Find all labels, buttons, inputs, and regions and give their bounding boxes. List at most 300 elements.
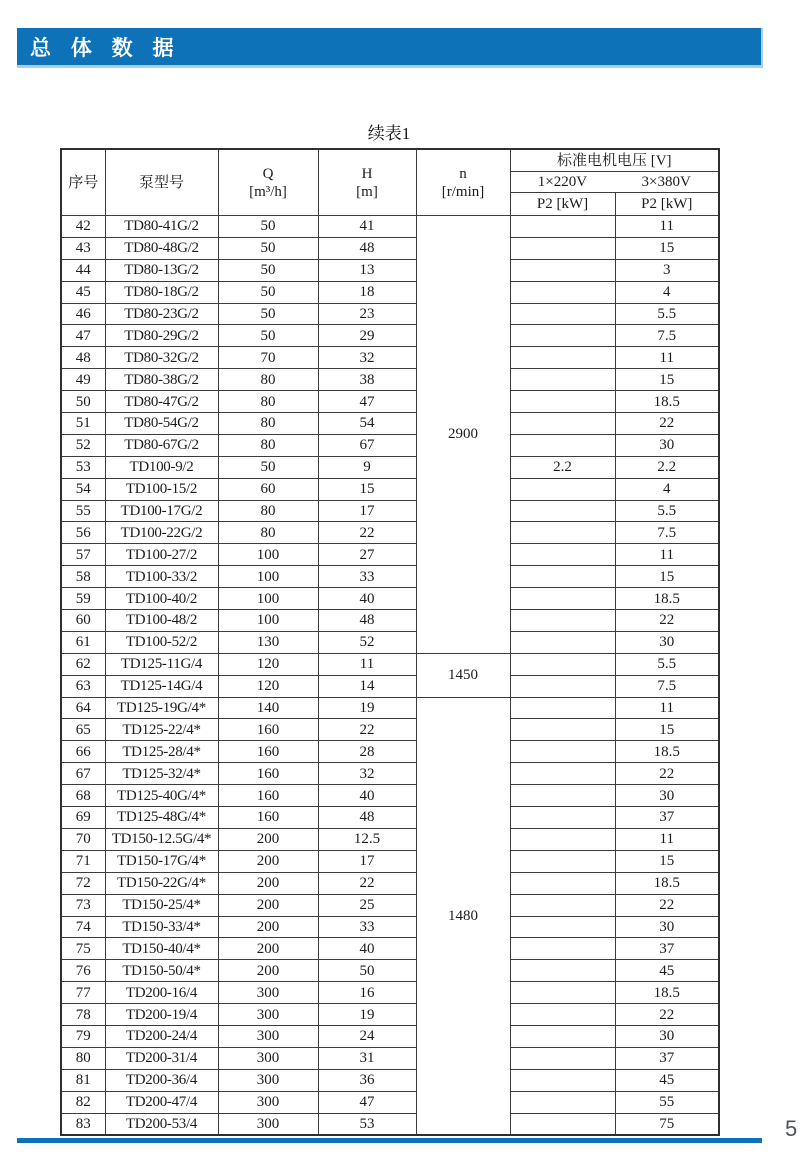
cell-q: 130 xyxy=(218,631,318,653)
cell-h: 19 xyxy=(318,697,416,719)
cell-q: 50 xyxy=(218,325,318,347)
table-row xyxy=(61,850,719,872)
cell-seq: 76 xyxy=(61,960,105,982)
voltage-group-header: 标准电机电压 [V] xyxy=(510,149,719,172)
cell-model: TD200-36/4 xyxy=(105,1069,218,1091)
cell-p380: 15 xyxy=(615,237,719,259)
cell-seq: 75 xyxy=(61,938,105,960)
cell-h: 40 xyxy=(318,938,416,960)
cell-model: TD200-53/4 xyxy=(105,1113,218,1135)
table-row xyxy=(61,216,719,238)
table-row xyxy=(61,456,719,478)
table-row xyxy=(61,325,719,347)
table-row xyxy=(61,347,719,369)
cell-model: TD80-29G/2 xyxy=(105,325,218,347)
cell-seq: 50 xyxy=(61,391,105,413)
table-row xyxy=(61,938,719,960)
cell-p220 xyxy=(510,916,615,938)
cell-q: 200 xyxy=(218,938,318,960)
cell-p380: 37 xyxy=(615,807,719,829)
cell-p380: 5.5 xyxy=(615,303,719,325)
col-header-flow xyxy=(218,149,318,216)
voltage-220-label: 1×220V xyxy=(537,174,588,190)
section-header-bar xyxy=(17,28,763,68)
table-row xyxy=(61,413,719,435)
cell-seq: 60 xyxy=(61,610,105,632)
table-row xyxy=(61,303,719,325)
cell-seq: 49 xyxy=(61,369,105,391)
cell-h: 13 xyxy=(318,259,416,281)
cell-model: TD100-22G/2 xyxy=(105,522,218,544)
cell-seq: 80 xyxy=(61,1047,105,1069)
cell-p220 xyxy=(510,785,615,807)
cell-seq: 66 xyxy=(61,741,105,763)
flow-unit: [m³/h] xyxy=(249,183,287,200)
cell-h: 22 xyxy=(318,872,416,894)
cell-model: TD150-12.5G/4* xyxy=(105,828,218,850)
cell-model: TD150-33/4* xyxy=(105,916,218,938)
cell-h: 18 xyxy=(318,281,416,303)
cell-p380: 22 xyxy=(615,763,719,785)
cell-h: 16 xyxy=(318,982,416,1004)
cell-model: TD80-23G/2 xyxy=(105,303,218,325)
cell-q: 300 xyxy=(218,1004,318,1026)
cell-h: 12.5 xyxy=(318,828,416,850)
page-number: 5 xyxy=(785,1116,798,1141)
cell-q: 50 xyxy=(218,237,318,259)
cell-p220 xyxy=(510,566,615,588)
cell-model: TD80-18G/2 xyxy=(105,281,218,303)
cell-seq: 48 xyxy=(61,347,105,369)
cell-model: TD125-48G/4* xyxy=(105,807,218,829)
cell-p380: 15 xyxy=(615,369,719,391)
cell-model: TD100-33/2 xyxy=(105,566,218,588)
cell-q: 80 xyxy=(218,522,318,544)
cell-p220 xyxy=(510,741,615,763)
cell-p220 xyxy=(510,1113,615,1135)
cell-q: 160 xyxy=(218,785,318,807)
cell-p220 xyxy=(510,325,615,347)
cell-h: 24 xyxy=(318,1025,416,1047)
cell-p220 xyxy=(510,281,615,303)
cell-p380: 11 xyxy=(615,828,719,850)
cell-q: 100 xyxy=(218,544,318,566)
cell-p380: 11 xyxy=(615,216,719,238)
cell-p220 xyxy=(510,369,615,391)
cell-q: 100 xyxy=(218,610,318,632)
table-row xyxy=(61,1069,719,1091)
table-row xyxy=(61,259,719,281)
cell-h: 48 xyxy=(318,807,416,829)
cell-p220 xyxy=(510,807,615,829)
cell-h: 38 xyxy=(318,369,416,391)
cell-seq: 79 xyxy=(61,1025,105,1047)
cell-p380: 30 xyxy=(615,785,719,807)
cell-seq: 46 xyxy=(61,303,105,325)
cell-seq: 83 xyxy=(61,1113,105,1135)
cell-model: TD150-40/4* xyxy=(105,938,218,960)
head-unit: [m] xyxy=(356,183,378,200)
cell-seq: 45 xyxy=(61,281,105,303)
cell-h: 50 xyxy=(318,960,416,982)
cell-p380: 2.2 xyxy=(615,456,719,478)
cell-q: 160 xyxy=(218,741,318,763)
cell-q: 120 xyxy=(218,675,318,697)
cell-p220 xyxy=(510,938,615,960)
table-row xyxy=(61,894,719,916)
cell-p380: 11 xyxy=(615,347,719,369)
cell-model: TD80-48G/2 xyxy=(105,237,218,259)
cell-model: TD150-22G/4* xyxy=(105,872,218,894)
cell-p220 xyxy=(510,982,615,1004)
cell-seq: 71 xyxy=(61,850,105,872)
cell-p380: 22 xyxy=(615,413,719,435)
cell-p220 xyxy=(510,544,615,566)
cell-q: 300 xyxy=(218,1047,318,1069)
cell-p380: 7.5 xyxy=(615,522,719,544)
cell-seq: 57 xyxy=(61,544,105,566)
cell-p380: 11 xyxy=(615,697,719,719)
cell-seq: 63 xyxy=(61,675,105,697)
cell-model: TD100-15/2 xyxy=(105,478,218,500)
cell-q: 200 xyxy=(218,894,318,916)
pump-data-table xyxy=(60,148,720,1136)
table-row xyxy=(61,1047,719,1069)
cell-seq: 77 xyxy=(61,982,105,1004)
cell-model: TD80-67G/2 xyxy=(105,434,218,456)
cell-q: 200 xyxy=(218,828,318,850)
cell-q: 80 xyxy=(218,413,318,435)
cell-p380: 5.5 xyxy=(615,500,719,522)
speed-symbol: n xyxy=(459,165,467,182)
cell-q: 50 xyxy=(218,259,318,281)
cell-model: TD200-31/4 xyxy=(105,1047,218,1069)
table-row xyxy=(61,237,719,259)
cell-p220 xyxy=(510,675,615,697)
cell-model: TD125-32/4* xyxy=(105,763,218,785)
cell-p220 xyxy=(510,391,615,413)
table-row xyxy=(61,1004,719,1026)
cell-seq: 81 xyxy=(61,1069,105,1091)
cell-model: TD125-40G/4* xyxy=(105,785,218,807)
cell-q: 60 xyxy=(218,478,318,500)
cell-seq: 82 xyxy=(61,1091,105,1113)
cell-p380: 30 xyxy=(615,1025,719,1047)
table-row xyxy=(61,1091,719,1113)
cell-p380: 3 xyxy=(615,259,719,281)
cell-h: 40 xyxy=(318,588,416,610)
cell-p380: 5.5 xyxy=(615,653,719,675)
cell-p380: 37 xyxy=(615,938,719,960)
cell-seq: 69 xyxy=(61,807,105,829)
cell-p220 xyxy=(510,653,615,675)
cell-seq: 55 xyxy=(61,500,105,522)
cell-p380: 45 xyxy=(615,1069,719,1091)
cell-model: TD100-9/2 xyxy=(105,456,218,478)
cell-n-speed: 1480 xyxy=(416,697,510,1135)
cell-h: 53 xyxy=(318,1113,416,1135)
cell-p220 xyxy=(510,478,615,500)
table-row xyxy=(61,588,719,610)
cell-p220 xyxy=(510,719,615,741)
cell-p380: 15 xyxy=(615,850,719,872)
table-row xyxy=(61,763,719,785)
cell-seq: 54 xyxy=(61,478,105,500)
flow-symbol: Q xyxy=(262,165,274,182)
cell-p380: 30 xyxy=(615,434,719,456)
cell-q: 80 xyxy=(218,434,318,456)
cell-q: 70 xyxy=(218,347,318,369)
cell-model: TD150-50/4* xyxy=(105,960,218,982)
table-row xyxy=(61,1113,719,1135)
cell-p380: 18.5 xyxy=(615,391,719,413)
cell-model: TD125-11G/4 xyxy=(105,653,218,675)
cell-p380: 4 xyxy=(615,478,719,500)
cell-q: 50 xyxy=(218,216,318,238)
cell-p220 xyxy=(510,850,615,872)
cell-p380: 75 xyxy=(615,1113,719,1135)
voltage-380-label: 3×380V xyxy=(641,174,691,190)
cell-h: 11 xyxy=(318,653,416,675)
cell-h: 31 xyxy=(318,1047,416,1069)
cell-model: TD125-14G/4 xyxy=(105,675,218,697)
cell-p380: 22 xyxy=(615,610,719,632)
cell-p220 xyxy=(510,763,615,785)
cell-h: 40 xyxy=(318,785,416,807)
cell-h: 48 xyxy=(318,610,416,632)
cell-seq: 43 xyxy=(61,237,105,259)
cell-p220 xyxy=(510,434,615,456)
table-row xyxy=(61,610,719,632)
cell-model: TD80-54G/2 xyxy=(105,413,218,435)
cell-p380: 22 xyxy=(615,1004,719,1026)
cell-h: 52 xyxy=(318,631,416,653)
cell-p220 xyxy=(510,697,615,719)
cell-model: TD125-28/4* xyxy=(105,741,218,763)
cell-p220 xyxy=(510,1025,615,1047)
cell-seq: 44 xyxy=(61,259,105,281)
cell-p380: 18.5 xyxy=(615,872,719,894)
cell-p220 xyxy=(510,631,615,653)
cell-p220 xyxy=(510,237,615,259)
cell-seq: 62 xyxy=(61,653,105,675)
col-header-head xyxy=(318,149,416,216)
cell-h: 9 xyxy=(318,456,416,478)
cell-p220 xyxy=(510,413,615,435)
cell-p220 xyxy=(510,610,615,632)
cell-p220 xyxy=(510,1047,615,1069)
table-row xyxy=(61,1025,719,1047)
cell-p380: 45 xyxy=(615,960,719,982)
cell-model: TD80-38G/2 xyxy=(105,369,218,391)
cell-p380: 7.5 xyxy=(615,325,719,347)
cell-q: 50 xyxy=(218,281,318,303)
cell-q: 80 xyxy=(218,391,318,413)
cell-q: 300 xyxy=(218,1069,318,1091)
cell-q: 80 xyxy=(218,369,318,391)
cell-q: 300 xyxy=(218,1025,318,1047)
cell-p220 xyxy=(510,1004,615,1026)
section-title: 总 体 数 据 xyxy=(30,36,181,60)
cell-h: 22 xyxy=(318,522,416,544)
cell-q: 200 xyxy=(218,872,318,894)
cell-seq: 52 xyxy=(61,434,105,456)
table-row xyxy=(61,500,719,522)
cell-q: 160 xyxy=(218,719,318,741)
cell-q: 50 xyxy=(218,456,318,478)
cell-p380: 18.5 xyxy=(615,741,719,763)
cell-seq: 53 xyxy=(61,456,105,478)
cell-seq: 59 xyxy=(61,588,105,610)
cell-model: TD200-47/4 xyxy=(105,1091,218,1113)
cell-model: TD80-32G/2 xyxy=(105,347,218,369)
cell-p220 xyxy=(510,828,615,850)
cell-p220: 2.2 xyxy=(510,456,615,478)
cell-h: 48 xyxy=(318,237,416,259)
cell-seq: 58 xyxy=(61,566,105,588)
cell-q: 100 xyxy=(218,566,318,588)
cell-p380: 37 xyxy=(615,1047,719,1069)
cell-q: 200 xyxy=(218,916,318,938)
table-row xyxy=(61,916,719,938)
cell-q: 140 xyxy=(218,697,318,719)
cell-model: TD150-17G/4* xyxy=(105,850,218,872)
table-row xyxy=(61,391,719,413)
table-row xyxy=(61,785,719,807)
cell-model: TD100-52/2 xyxy=(105,631,218,653)
table-row xyxy=(61,281,719,303)
cell-model: TD200-24/4 xyxy=(105,1025,218,1047)
cell-model: TD100-17G/2 xyxy=(105,500,218,522)
table-row xyxy=(61,631,719,653)
cell-seq: 74 xyxy=(61,916,105,938)
table-header xyxy=(61,149,719,216)
cell-seq: 68 xyxy=(61,785,105,807)
col-header-speed xyxy=(416,149,510,216)
table-row xyxy=(61,434,719,456)
cell-p380: 30 xyxy=(615,916,719,938)
cell-h: 41 xyxy=(318,216,416,238)
cell-h: 33 xyxy=(318,566,416,588)
table-caption: 续表1 xyxy=(367,124,411,143)
cell-p380: 18.5 xyxy=(615,982,719,1004)
cell-n-speed: 1450 xyxy=(416,653,510,697)
cell-h: 22 xyxy=(318,719,416,741)
cell-q: 200 xyxy=(218,850,318,872)
cell-model: TD80-13G/2 xyxy=(105,259,218,281)
cell-p380: 15 xyxy=(615,566,719,588)
cell-seq: 42 xyxy=(61,216,105,238)
cell-h: 14 xyxy=(318,675,416,697)
cell-model: TD100-27/2 xyxy=(105,544,218,566)
head-symbol: H xyxy=(361,165,373,182)
cell-model: TD200-19/4 xyxy=(105,1004,218,1026)
p2-220-header: P2 [kW] xyxy=(510,193,615,216)
cell-h: 23 xyxy=(318,303,416,325)
table-row xyxy=(61,960,719,982)
col-header-model: 泵型号 xyxy=(105,149,218,216)
cell-q: 160 xyxy=(218,807,318,829)
cell-p380: 22 xyxy=(615,894,719,916)
table-row xyxy=(61,982,719,1004)
cell-model: TD80-47G/2 xyxy=(105,391,218,413)
cell-h: 67 xyxy=(318,434,416,456)
cell-seq: 78 xyxy=(61,1004,105,1026)
cell-h: 15 xyxy=(318,478,416,500)
cell-q: 200 xyxy=(218,960,318,982)
cell-q: 80 xyxy=(218,500,318,522)
cell-q: 50 xyxy=(218,303,318,325)
cell-p380: 11 xyxy=(615,544,719,566)
table-row xyxy=(61,566,719,588)
cell-p380: 30 xyxy=(615,631,719,653)
table-row xyxy=(61,828,719,850)
table-row xyxy=(61,369,719,391)
cell-p220 xyxy=(510,894,615,916)
cell-p380: 18.5 xyxy=(615,588,719,610)
cell-h: 36 xyxy=(318,1069,416,1091)
cell-seq: 67 xyxy=(61,763,105,785)
cell-model: TD125-22/4* xyxy=(105,719,218,741)
cell-model: TD200-16/4 xyxy=(105,982,218,1004)
cell-model: TD100-40/2 xyxy=(105,588,218,610)
p2-380-header: P2 [kW] xyxy=(615,193,719,216)
cell-h: 28 xyxy=(318,741,416,763)
cell-h: 33 xyxy=(318,916,416,938)
cell-q: 300 xyxy=(218,1091,318,1113)
cell-p380: 55 xyxy=(615,1091,719,1113)
cell-p220 xyxy=(510,960,615,982)
cell-p220 xyxy=(510,500,615,522)
cell-p220 xyxy=(510,872,615,894)
cell-h: 19 xyxy=(318,1004,416,1026)
cell-h: 47 xyxy=(318,391,416,413)
table-row xyxy=(61,741,719,763)
cell-q: 300 xyxy=(218,1113,318,1135)
cell-h: 32 xyxy=(318,763,416,785)
footer-rule xyxy=(17,1138,762,1143)
cell-p220 xyxy=(510,347,615,369)
cell-p220 xyxy=(510,259,615,281)
cell-h: 54 xyxy=(318,413,416,435)
cell-p380: 15 xyxy=(615,719,719,741)
cell-p220 xyxy=(510,1069,615,1091)
cell-model: TD100-48/2 xyxy=(105,610,218,632)
col-header-seq: 序号 xyxy=(61,149,105,216)
cell-seq: 61 xyxy=(61,631,105,653)
cell-p220 xyxy=(510,588,615,610)
cell-h: 17 xyxy=(318,850,416,872)
cell-q: 100 xyxy=(218,588,318,610)
table-row xyxy=(61,675,719,697)
cell-p380: 4 xyxy=(615,281,719,303)
cell-p220 xyxy=(510,522,615,544)
table-row xyxy=(61,544,719,566)
cell-q: 120 xyxy=(218,653,318,675)
cell-seq: 64 xyxy=(61,697,105,719)
table-row xyxy=(61,697,719,719)
header-row-1 xyxy=(61,149,719,172)
cell-h: 47 xyxy=(318,1091,416,1113)
cell-p380: 7.5 xyxy=(615,675,719,697)
cell-seq: 47 xyxy=(61,325,105,347)
cell-model: TD125-19G/4* xyxy=(105,697,218,719)
cell-n-speed: 2900 xyxy=(416,216,510,654)
table-row xyxy=(61,653,719,675)
cell-p220 xyxy=(510,303,615,325)
table-row xyxy=(61,478,719,500)
table-row xyxy=(61,807,719,829)
